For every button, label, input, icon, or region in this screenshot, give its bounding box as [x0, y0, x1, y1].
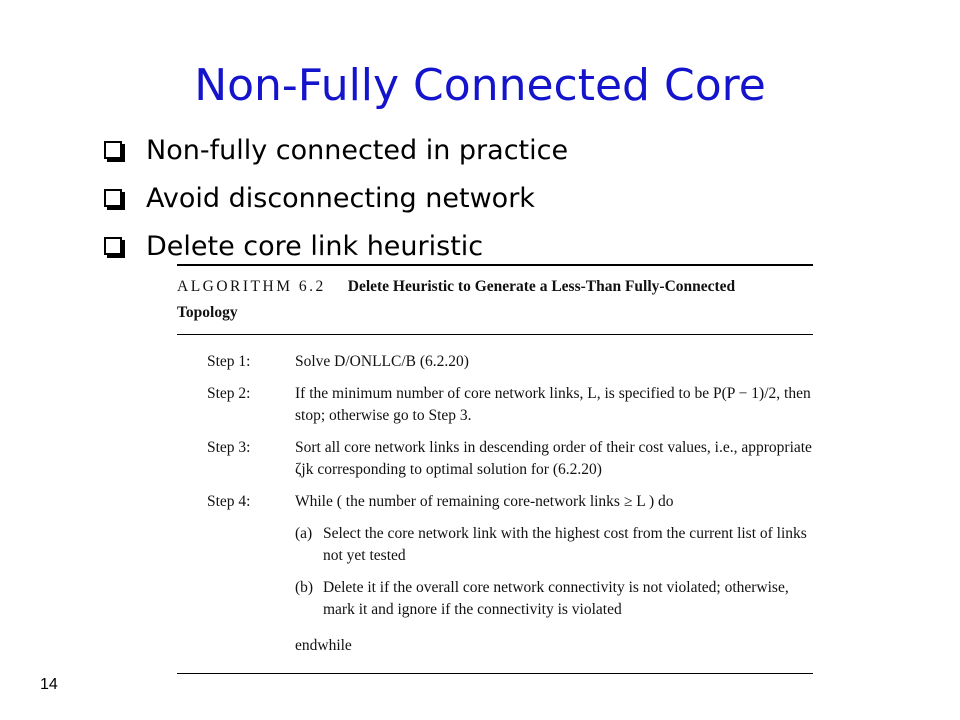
step-text: Sort all core network links in descending order of their cost values, i.e., appropriate ζjk corresponding to optimal solution for (6.2.20)	[295, 439, 812, 478]
bullet-text: Non-fully connected in practice	[146, 134, 569, 166]
algorithm-step	[207, 351, 813, 373]
algorithm-step	[207, 383, 813, 427]
algorithm-header	[177, 266, 813, 334]
algorithm-substep	[295, 577, 813, 621]
algorithm-label: ALGORITHM 6.2	[177, 278, 326, 295]
checkbox-bullet-icon	[104, 189, 122, 207]
checkbox-bullet-icon	[104, 237, 122, 255]
substep-text: Delete it if the overall core network connectivity is not violated; otherwise, mark it and ignore if the connectivity is violated	[323, 579, 789, 618]
substep-label: (b)	[295, 579, 314, 596]
step-text: While ( the number of remaining core-network links ≥ L ) do	[295, 493, 674, 510]
substep-text: Select the core network link with the highest cost from the current list of links not yet tested	[323, 525, 807, 564]
step-label: Step 2:	[207, 385, 251, 402]
bullet-list	[100, 126, 568, 270]
endwhile-text: endwhile	[295, 637, 352, 654]
step-label: Step 4:	[207, 493, 251, 510]
algorithm-step	[207, 437, 813, 481]
algorithm-box	[177, 264, 813, 674]
bullet-item	[100, 174, 568, 222]
step-label: Step 1:	[207, 353, 251, 370]
step-text: Solve D/ONLLC/B (6.2.20)	[295, 353, 469, 370]
algorithm-substep	[295, 523, 813, 567]
bullet-text: Delete core link heuristic	[146, 230, 484, 262]
substep-label: (a)	[295, 525, 313, 542]
page-number: 14	[40, 676, 58, 693]
bottom-rule	[177, 673, 813, 674]
algorithm-title-line1: Delete Heuristic to Generate a Less-Than Fully-Connected	[347, 278, 736, 295]
algorithm-step	[207, 491, 813, 513]
bullet-text: Avoid disconnecting network	[146, 182, 535, 214]
slide-title: Non-Fully Connected Core	[194, 60, 766, 111]
algorithm-title-line2: Topology	[177, 304, 238, 321]
bullet-item	[100, 126, 568, 174]
bullet-item	[100, 222, 568, 270]
algorithm-body	[177, 335, 813, 655]
checkbox-bullet-icon	[104, 141, 122, 159]
step-text: If the minimum number of core network links, L, is specified to be P(P − 1)/2, then stop; otherwise go to Step 3.	[295, 385, 811, 424]
step-label: Step 3:	[207, 439, 251, 456]
